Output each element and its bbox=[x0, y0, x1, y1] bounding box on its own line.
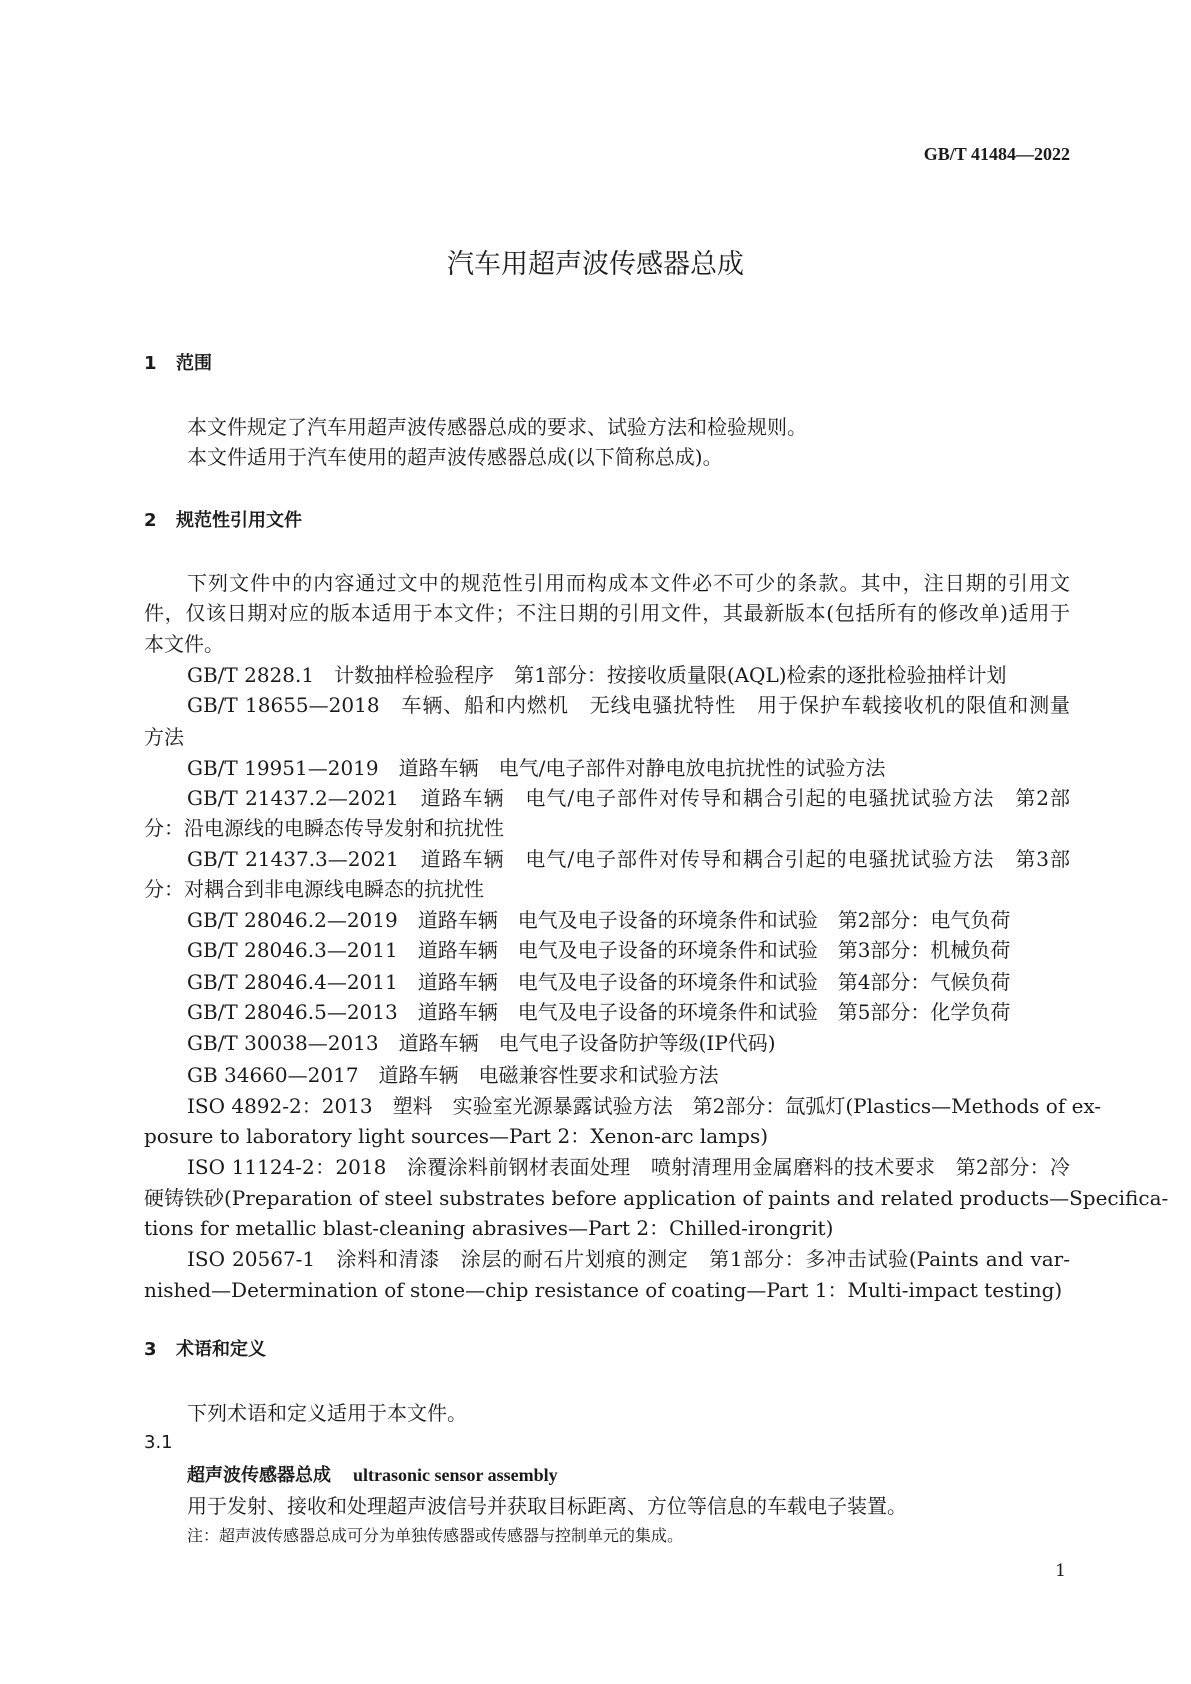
reference-line: nished—Determination of stone—chip resistance of coating—Part 1：Multi-impact testing) bbox=[144, 1278, 1063, 1302]
section-number: 1 bbox=[144, 353, 157, 374]
section-number: 2 bbox=[144, 510, 157, 531]
reference-line: GB/T 28046.4—2011 道路车辆 电气及电子设备的环境条件和试验 第4部分：气候负荷 bbox=[187, 970, 1011, 994]
term-note: 注：超声波传感器总成可分为单独传感器或传感器与控制单元的集成。 bbox=[187, 1526, 684, 1545]
term-english: ultrasonic sensor assembly bbox=[353, 1465, 558, 1485]
reference-line: GB/T 2828.1 计数抽样检验程序 第1部分：按接收质量限(AQL)检索的逐批检验抽样计划 bbox=[187, 663, 1007, 687]
section-heading-terms bbox=[144, 1335, 1070, 1365]
paragraph: 本文件适用于汽车使用的超声波传感器总成(以下简称总成)。 bbox=[187, 445, 723, 469]
reference-line: 硬铸铁砂(Preparation of steel substrates before application of paints and related products—Specifica- bbox=[144, 1186, 1169, 1210]
section-heading-normative-references bbox=[144, 506, 1070, 536]
reference-line: GB/T 21437.2—2021 道路车辆 电气/电子部件对传导和耦合引起的电骚扰试验方法 第2部 bbox=[187, 786, 1070, 810]
reference-line: ISO 4892-2：2013 塑料 实验室光源暴露试验方法 第2部分：氙弧灯(Plastics—Methods of ex- bbox=[187, 1094, 1102, 1118]
term-chinese: 超声波传感器总成 bbox=[187, 1465, 331, 1486]
reference-line: GB 34660—2017 道路车辆 电磁兼容性要求和试验方法 bbox=[187, 1063, 719, 1087]
reference-line: GB/T 19951—2019 道路车辆 电气/电子部件对静电放电抗扰性的试验方法 bbox=[187, 756, 886, 780]
paragraph-line: 件，仅该日期对应的版本适用于本文件；不注日期的引用文件，其最新版本(包括所有的修改单)适用于 bbox=[144, 601, 1070, 625]
reference-line: 方法 bbox=[144, 725, 184, 749]
reference-line: GB/T 28046.5—2013 道路车辆 电气及电子设备的环境条件和试验 第5部分：化学负荷 bbox=[187, 1000, 1011, 1024]
reference-line: GB/T 18655—2018 车辆、船和内燃机 无线电骚扰特性 用于保护车载接收机的限值和测量 bbox=[187, 693, 1070, 717]
paragraph-line: 本文件。 bbox=[144, 632, 224, 656]
reference-line: ISO 20567-1 涂料和清漆 涂层的耐石片划痕的测定 第1部分：多冲击试验(Paints and var- bbox=[187, 1247, 1070, 1271]
section-heading-scope bbox=[144, 349, 1070, 379]
reference-line: 分：对耦合到非电源线电瞬态的抗扰性 bbox=[144, 877, 484, 901]
paragraph: 本文件规定了汽车用超声波传感器总成的要求、试验方法和检验规则。 bbox=[187, 415, 807, 439]
reference-line: GB/T 28046.2—2019 道路车辆 电气及电子设备的环境条件和试验 第2部分：电气负荷 bbox=[187, 908, 1011, 932]
term-entry bbox=[187, 1460, 1070, 1490]
reference-line: tions for metallic blast-cleaning abrasives—Part 2：Chilled-irongrit) bbox=[144, 1216, 834, 1240]
reference-line: ISO 11124-2：2018 涂覆涂料前钢材表面处理 喷射清理用金属磨料的技术要求 第2部分：冷 bbox=[187, 1155, 1070, 1179]
paragraph-line: 下列文件中的内容通过文中的规范性引用而构成本文件必不可少的条款。其中，注日期的引用文 bbox=[187, 571, 1070, 595]
standard-number: GB/T 41484—2022 bbox=[923, 144, 1070, 164]
document-title: 汽车用超声波传感器总成 bbox=[447, 249, 744, 280]
clause-number: 3.1 bbox=[144, 1432, 173, 1453]
section-title: 范围 bbox=[176, 353, 212, 374]
reference-line: GB/T 28046.3—2011 道路车辆 电气及电子设备的环境条件和试验 第3部分：机械负荷 bbox=[187, 938, 1011, 962]
page-number: 1 bbox=[1055, 1561, 1066, 1581]
reference-line: GB/T 21437.3—2021 道路车辆 电气/电子部件对传导和耦合引起的电骚扰试验方法 第3部 bbox=[187, 847, 1070, 871]
term-definition: 用于发射、接收和处理超声波信号并获取目标距离、方位等信息的车载电子装置。 bbox=[187, 1494, 907, 1518]
section-number: 3 bbox=[144, 1339, 157, 1360]
reference-line: GB/T 30038—2013 道路车辆 电气电子设备防护等级(IP代码) bbox=[187, 1031, 776, 1055]
reference-line: 分：沿电源线的电瞬态传导发射和抗扰性 bbox=[144, 816, 504, 840]
paragraph: 下列术语和定义适用于本文件。 bbox=[187, 1401, 467, 1425]
section-title: 规范性引用文件 bbox=[176, 510, 302, 531]
section-title: 术语和定义 bbox=[176, 1339, 266, 1360]
reference-line: posure to laboratory light sources—Part 2：Xenon-arc lamps) bbox=[144, 1124, 769, 1148]
